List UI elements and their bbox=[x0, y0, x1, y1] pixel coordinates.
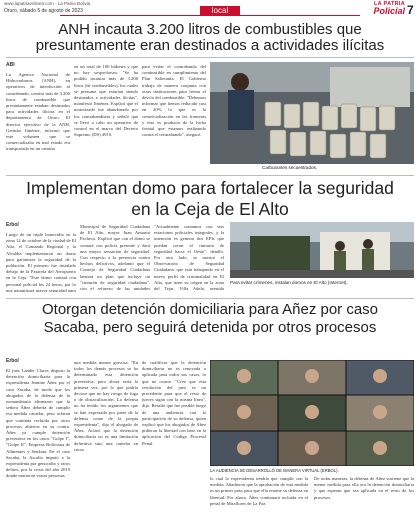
article3-photo bbox=[210, 360, 414, 466]
article2-photo bbox=[230, 222, 414, 278]
article1-column-3: para evitar el contrabando del combustible en cumplimiento del Plan Soberanía. El Gobierno trabaja de manera conjunta con otras instituciones para frenar el desvío del combustible. "Debemos informar que hemos reducido casi en 20% lo que es la comercialización en las fronteras y esto es producto de la lucha frontal que estamos realizando contra el contrabando", aseguró. bbox=[142, 64, 206, 138]
article1-divider bbox=[6, 57, 414, 58]
page-number: 7 bbox=[407, 3, 414, 17]
issue-date: Oruro, sábado 5 de agosto de 2023 bbox=[4, 8, 83, 14]
article1-column-2: en un total de 100 bidones y que no hay sospechosos. "Se ha podido incautar más de 3.200 litros (de combustibles), los cuales se presume que estarían siendo destinados a actividades ilícitas", manifestó Jiménez. Explicó que el motorizado fue abandonado por los contrabandistas y señaló que se llevó a cabo un operativo de control en el marco del Decreto Supremo (DS) 4910, bbox=[74, 64, 138, 138]
social-links: www.lapatriaenlinea.com · La Patria Bolivia bbox=[4, 1, 91, 6]
article2-column-2: Municipal de Seguridad Ciudadana de El Alto, mayor Juan Antonio Pacheco. Explicó que con el domo se contará con policía presente y dará una mayor sensación de seguridad. Con respecto a la presencia contra hechos delictivos, adelantó que el Consejo de Seguridad Ciudadana lanzará un plan que incluye un "cinturón de seguridad ciudadana", con el refuerzo de las unidades bbox=[80, 224, 150, 292]
article3-byline: Erbol bbox=[6, 358, 19, 364]
article1-caption: Carburantes secuestrados. bbox=[262, 165, 318, 170]
article3-column-4: lo cual la expresidenta tendría que cumplir con la medida. Añadieron que la aprobación de esta medida es un primer paso para que ella retome su defensa en libertad. Por ahora, Áñez continuará recluida en el penal de Miraflores de La Paz. bbox=[210, 476, 308, 506]
section-tab: local bbox=[200, 6, 240, 16]
police-dome-image bbox=[230, 222, 414, 278]
article3-caption: LA AUDIENCIA SE DESARROLLÓ DE MANERA VIRTUAL (ERBOL). bbox=[210, 468, 339, 473]
logo-title: LA PATRIA bbox=[373, 1, 405, 7]
logo-section: Policial bbox=[373, 6, 405, 16]
page-header bbox=[0, 0, 420, 20]
article2-column-3: "Actualmente contamos con seis estaciones policiales integrales, y la intención es generar dos EPIs que puedan cerrar el cinturón de seguridad hacia el Oeste", detalló. Por otro lado, se mostró el Observatorio de Seguridad Ciudadana, que está trabajando en el nuevo perfil de criminalidad en El Alto, que tiene su origen en la zona del Tejar, Villa Adela, avenida bbox=[154, 224, 224, 292]
article2-divider bbox=[6, 175, 414, 176]
article2-column-1: Luego de un triple homicidio en la zona 12 de octubre de la ciudad de El Alto, el Comando Regional y la Alcaldía implementaron un domo para garantizar la seguridad de la población. El primero fue instalado debajo de la Pasarela del Aeropuerto en la Ceja. "Este domo contará con personal policial las 24 horas, por lo que garantizará mayor seguridad para bbox=[6, 232, 76, 292]
newspaper-logo bbox=[357, 1, 405, 16]
fuel-containers-image bbox=[210, 62, 414, 164]
article2-byline: Erbol bbox=[6, 222, 19, 228]
article3-column-5: De todas maneras, la defensa de Añez sostiene que la menor medida para ella era la detención domiciliaria y que esperan que sea aplicada en el resto de los procesos. bbox=[314, 476, 414, 500]
article3-column-1: El juez Lander Claros dispuso la detención domiciliaria para la expresidenta Jeanine Áñez por el caso Sacaba, de modo que los abogados de la defensa de la exmandataria afirmaron que la señora Áñez debería de cumplir esa medida cautelar, pero aclaran que continúa recluida por otros procesos abiertos en su contra. Áñez ya cumple detención preventiva en los casos "Golpe I", "Golpe II", Empresa Boliviana de Alimentos y Senkata. En el caso Sacaba, la fiscalía imputó a la expresidenta por genocidio y otros delitos, por la crisis del año 2019 donde murieron varias personas. bbox=[6, 368, 70, 479]
virtual-hearing-image bbox=[210, 360, 414, 466]
article1-headline: ANH incauta 3.200 litros de combustibles que presuntamente eran destinados a actividades ilícitas bbox=[35, 21, 385, 54]
article2-headline: Implementan domo para fortalecer la seguridad en la Ceja de El Alto bbox=[26, 178, 394, 219]
article3-column-2: una medida menos gravosa. "En todos los demás procesos se ha determinado esta detención preventiva, pero ahora sería la primera vez, por lo que podría decirse que no hay riesgo de fuga o de obstaculización. La defensa no ha tenido los argumentos que se han expresado por parte de la defensa como de la propia expresidenta", dijo el abogado de Áñez. Aclaró que la detención domiciliaria no es una limitación definitiva sino una cautelar en curso. bbox=[74, 360, 138, 452]
article3-divider bbox=[6, 298, 414, 299]
article1-photo bbox=[210, 62, 414, 164]
article2-caption: Para evitar crímenes, instalan domos en El Alto (Internet). bbox=[230, 280, 348, 285]
article3-column-3: de cualificar que la detención domiciliaria no es renovada o aplicada para todos sus casos, lo que no ocurre. "Creo que esta resolución del juez es un precedente para que el resto de jueces sigan con la misma línea", dijo. Resaltó que fue posible luego de una audiencia con la participación de su defensa, quien explicó que los abogados de Añez pidieron la libertad con base en la aplicación del Código Procesal Penal. bbox=[142, 360, 206, 446]
article1-column-1: La Agencia Nacional de Hidrocarburos (ANH), en operativos de interdicción al contrabando, comisó más de 3.200 litros de combustible que presuntamente estaban destinados para actividades ilícitas en el departamento de Oruro. El director ejecutivo de la ANH, Germán Jiménez, informó que este volumen que se comercializaba en mal estado era transportado en un camión bbox=[6, 72, 70, 152]
article1-byline: ABI bbox=[6, 62, 15, 68]
article3-headline: Otorgan detención domiciliaria para Añez por caso Sacaba, pero seguirá detenida por otros procesos bbox=[41, 301, 379, 336]
section-rule bbox=[60, 6, 360, 16]
